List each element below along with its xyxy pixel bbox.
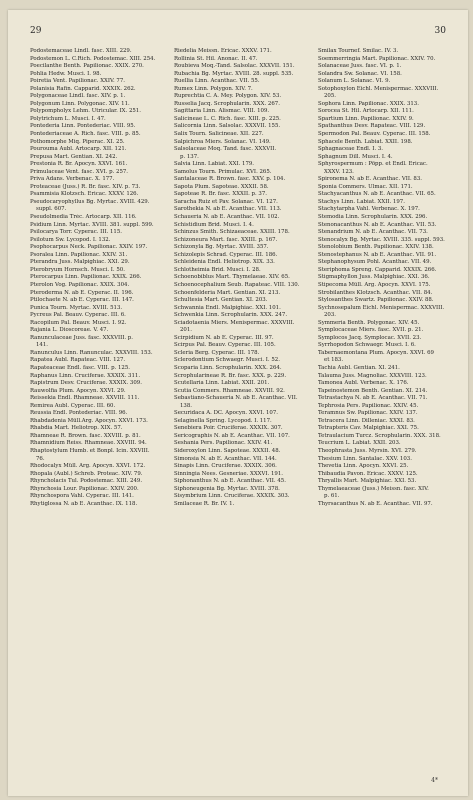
index-entry: Soemmerringia Mart. Papilionac. XXIV. 70.	[318, 55, 436, 62]
index-entry: Symplocaceae Miers. fasc. XVII. p. 21.	[318, 327, 424, 334]
index-columns	[30, 48, 456, 508]
index-entry: Tephrosia Pers. Papilionac. XXIV. 45.	[318, 402, 419, 409]
index-entry: Polygonaceae Lindl. fasc. XIV. p. 1.	[30, 93, 126, 100]
index-entry: Smilaceae R. Br. IV. 1.	[174, 500, 235, 507]
index-entry: Thyrsacanthus N. ab E. Acanthac. VII. 97.	[318, 500, 433, 507]
index-entry: Prepusa Mart. Gentian. XI. 242.	[30, 153, 118, 160]
index-entry: Psidium Linn. Myrtac. XVIII. 381. suppl. 599.	[30, 221, 154, 228]
index-entry: Rhyncholacis Tul. Podostemac. XIII. 249.	[30, 478, 143, 485]
index-entry: Solanaceae Juss. fasc. VI. p. 1.	[318, 63, 402, 70]
index-entry: Racopilum Pal. Beauv. Musci. I. 92.	[30, 319, 127, 326]
index-entry: Schoenocephalium Seub. Rapateac. VIII. 130.	[174, 281, 300, 288]
index-entry: Stachytarpha Vahl. Verbenac. X. 197.	[318, 206, 420, 213]
index-entry: Thryallis Mart. Malpighiac. XXI. 53.	[318, 478, 417, 485]
index-entry: et 183.	[324, 357, 344, 364]
index-entry: Scutia Commers. Rhamneae. XXVIII. 92.	[174, 387, 285, 394]
index-entry: Stenandrium N. ab E. Acanthac. VII. 73.	[318, 229, 428, 236]
index-entry: Teramnus Sw. Papilionac. XXIV. 137.	[318, 410, 418, 417]
index-entry: Rollinia St. Hil. Anonac. II. 47.	[174, 55, 258, 62]
index-entry: Sychnosepalum Eichl. Menispermac. XXXVIII.	[318, 304, 445, 311]
index-column-3	[318, 48, 456, 508]
index-entry: Stachys Linn. Labiat. XXII. 197.	[318, 198, 405, 205]
index-entry: Scutellaria Linn. Labiat. XXII. 201.	[174, 380, 270, 387]
index-entry: Psilotum Sw. Lycopod. I. 132.	[30, 236, 111, 243]
index-entry: Poiretia Vent. Papilionac. XXIV. 77.	[30, 78, 125, 85]
index-entry: 76.	[36, 455, 45, 462]
index-entry: Sideroxylon Linn. Sapoteae. XXXII. 48.	[174, 447, 281, 454]
index-entry: Sponia Commers. Ulmac. XII. 171.	[318, 183, 413, 190]
index-entry: Sebastiano-Schaueria N. ab E. Acanthac. VII.	[174, 395, 298, 402]
index-entry: Podostemon L. C.Rich. Podostemac. XIII. 254.	[30, 55, 156, 62]
index-entry: Salpichroa Miers. Solanac. VI. 149.	[174, 138, 271, 145]
index-entry: Tachia Aubl. Gentian. XI. 241.	[318, 364, 400, 371]
index-entry: Stephanophysum Pohl. Acanthac. VII. 49.	[318, 259, 432, 266]
index-entry: Russelia Jacq. Scrophularin. XXX. 267.	[174, 100, 280, 107]
index-entry: Priva Adans. Verbenac. X. 177.	[30, 176, 115, 183]
index-entry: 201.	[180, 327, 193, 334]
index-entry: Schleidenia Endl. Heliotrop. XIX. 33.	[174, 259, 275, 266]
index-entry: Stenolobium Benth. Papilionac. XXIV. 138.	[318, 244, 434, 251]
index-entry: Schaueria N. ab E. Acanthac. VII. 102.	[174, 214, 280, 221]
index-entry: Tabernaemontana Plum. Apocyn. XXVI. 69	[318, 349, 434, 356]
index-entry: Spathanthus Desv. Rapateac. VIII. 129.	[318, 123, 426, 130]
index-entry: Prestonia R. Br. Apocyn. XXVI. 161.	[30, 161, 128, 168]
index-entry: Salicineae L. C. Rich. fasc. XIII. p. 225.	[174, 115, 281, 122]
index-entry: Saracha Ruiz et Pav. Solanac. VI. 127.	[174, 198, 278, 205]
index-entry: Sarothekia N. ab E. Acanthac. VII. 113.	[174, 206, 282, 213]
index-entry: Reissekia Endl. Rhamneae. XXVIII. 111.	[30, 395, 140, 402]
index-entry: Tetrastachya N. ab E. Acanthac. VII. 71.	[318, 395, 428, 402]
index-entry: Schizolepis Schrad. Cyperac. III. 186.	[174, 251, 278, 258]
index-entry: Selaginella Spring. Lycopod. I. 117.	[174, 417, 272, 424]
index-entry: Schizoneura Mart. fasc. XXIII. p. 167.	[174, 236, 278, 243]
index-entry: Schistidium Brid. Musci. I. 4.	[174, 221, 254, 228]
index-entry: Riedelia Meissn. Ericac. XXXV. 171.	[174, 48, 272, 54]
index-entry: Rhamnidium Reiss. Rhamneae. XXVIII. 94.	[30, 440, 147, 447]
index-entry: Schlotheimia Brid. Musci. I. 28.	[174, 266, 261, 273]
index-entry: Pohlia Hedw. Musci. I. 98.	[30, 70, 102, 77]
index-entry: Sisymbrium Linn. Cruciferae. XXXIX. 303.	[174, 493, 290, 500]
index-entry: Rapistrum Desv. Cruciferae. XXXIX. 309.	[30, 380, 142, 387]
index-entry: 203.	[324, 312, 337, 319]
index-entry: Primulaceae Vent. fasc. XVI. p. 257.	[30, 168, 129, 175]
index-entry: Punica Tourn. Myrtac. XVIII. 513.	[30, 304, 123, 311]
index-entry: Rhynchospora Vahl. Cyperac. III. 141.	[30, 493, 134, 500]
index-entry: Rhaptostylum Humb. et Bonpl. Icin. XXVIII.	[30, 447, 150, 454]
index-entry: Rapateaceae Endl. fasc. VIII. p. 125.	[30, 364, 130, 371]
index-entry: Pontederiaceae A. Rich. fasc. VIII. p. 85.	[30, 131, 141, 138]
index-entry: Rhabdia Mart. Heliotrop. XIX. 57.	[30, 425, 123, 432]
index-entry: Ptilochaete N. ab E. Cyperac. III. 147.	[30, 297, 134, 304]
index-entry: Thesium Linn. Santalac. XXV. 103.	[318, 455, 412, 462]
index-entry: Santalaceae R. Brown. fasc. XXV. p. 104.	[174, 176, 286, 183]
index-entry: Rhytiglossa N. ab E. Acanthac. IX. 118.	[30, 500, 138, 507]
index-entry: Sapota Plum. Sapoteae. XXXII. 58.	[174, 183, 269, 190]
index-entry: Salvia Linn. Labiat. XXI. 179.	[174, 161, 255, 168]
index-entry: Remirea Aubl. Cyperac. III. 60.	[30, 402, 116, 409]
index-entry: Salix Tourn. Salicineae. XII. 227.	[174, 131, 264, 138]
right-page-number: 30	[434, 26, 446, 36]
index-entry: Schoenfelderia Mart. Gentian. XI. 213.	[174, 289, 281, 296]
index-entry: Scirpus Pal. Beauv. Cyperac. III. 105.	[174, 342, 276, 349]
index-entry: Tetracera Linn. Dilleniac. XXXI. 83.	[318, 417, 415, 424]
index-entry: Pterobryum Hornsch. Musci. I. 50.	[30, 266, 125, 273]
index-entry: Sotophoxylon Eichl. Menispermac. XXXVIII.	[318, 85, 439, 92]
index-entry: Schwannia Endl. Malpighiac. XXI. 101.	[174, 304, 281, 311]
index-column-2	[174, 48, 312, 508]
index-entry: Rhabdadenia Müll.Arg. Apocyn. XXVI. 173.	[30, 417, 148, 424]
index-entry: Polytrichum L. Musci. I. 47.	[30, 115, 106, 122]
index-entry: Rapatea Aubl. Rapateac. VIII. 127.	[30, 357, 126, 364]
index-entry: Spartium Linn. Papilionac. XXIV. 9.	[318, 115, 414, 122]
index-entry: Sericographis N. ab E. Acanthac. VII. 107.	[174, 432, 290, 439]
index-entry: Samolus Tourn. Primulac. XVI. 265.	[174, 168, 272, 175]
index-entry: Rumex Linn. Polygon. XIV. 7.	[174, 85, 253, 92]
index-entry: Stenostephanus N. ab E. Acanthac. VII. 91.	[318, 251, 437, 258]
index-entry: Salicornia Linn. Salsolac. XXXVII. 155.	[174, 123, 281, 130]
index-entry: Sphyrospermum : Pöpp. et Endl. Ericac.	[318, 161, 428, 168]
index-entry: Solandra Sw. Solanac. VI. 158.	[318, 70, 402, 77]
index-entry: Stigmaphyllon Juss. Malpighiac. XXI. 36.	[318, 274, 430, 281]
index-column-1	[30, 48, 168, 508]
index-entry: Polygonum Linn. Polygonac. XIV. 11.	[30, 100, 130, 107]
index-entry: Proteaceae (Juss.) R. Br. fasc. XIV. p. 73.	[30, 183, 141, 190]
index-entry: Roubieva Moq.-Tand. Salsolac. XXXVII. 151.	[174, 63, 295, 70]
index-entry: Thevetia Linn. Apocyn. XXVI. 25.	[318, 463, 409, 470]
index-entry: p. 137.	[180, 153, 199, 160]
index-entry: Pycreus Pal. Beauv. Cyperac. III. 6.	[30, 312, 126, 319]
index-entry: Sorocea St. Hil. Artocarp. XII. 111.	[318, 108, 414, 115]
index-entry: Rhynchosia Lour. Papilionac. XXIV. 200.	[30, 485, 139, 492]
index-entry: Strobilanthes Klotzsch. Acanthac. VII. 84.	[318, 289, 433, 296]
index-entry: Polypompholyx Lehm. Utricular. IX. 251.	[30, 108, 141, 115]
index-entry: Podostemaceae Lindl. fasc. XIII. 229.	[30, 48, 132, 54]
index-entry: Solanum L. Solanac. VI. 9.	[318, 78, 391, 85]
index-entry: Schizonyla Bg. Myrtac. XVIII. 357.	[174, 244, 269, 251]
index-entry: Sciadotaenia Miers. Menispermac. XXXVIII.	[174, 319, 295, 326]
index-entry: Talauma Juss. Magnoliac. XXXVIII. 123.	[318, 372, 427, 379]
index-entry: Senebiera Poir. Cruciferae. XXXIX. 307.	[174, 425, 283, 432]
index-entry: Poecilanthe Benth. Papilionac. XXIX. 270.	[30, 63, 144, 70]
index-entry: Tamonea Aubl. Verbenac. X. 176.	[318, 380, 409, 387]
index-entry: 141.	[36, 342, 49, 349]
index-entry: Stachyacanthus N. ab E. Acanthac. VII. 65.	[318, 191, 436, 198]
index-entry: Schoenobiblus Mart. Thymelaeae. XIV. 65.	[174, 274, 290, 281]
index-entry: p. 61.	[324, 493, 340, 500]
index-entry: Pterolon Vog. Papilionac. XXIX. 304.	[30, 281, 130, 288]
index-entry: Polanisia Rafin. Capparid. XXXIX. 262.	[30, 85, 136, 92]
index-entry: Scoparia Linn. Scrophularin. XXX. 264.	[174, 364, 282, 371]
index-entry: Theophrasta Juss. Myrsin. XVI. 279.	[318, 447, 417, 454]
index-entry: Pontederia Linn. Pontederiac. VIII. 95.	[30, 123, 136, 130]
index-entry: Sinapis Linn. Cruciferae. XXXIX. 306.	[174, 463, 277, 470]
index-entry: Sphagnaceae Endl. I. 3.	[318, 146, 384, 153]
index-entry: Ranunculus Linn. Ranunculac. XXXVIII. 153.	[30, 349, 153, 356]
index-entry: Teucrium L. Labiat. XXII. 203.	[318, 440, 401, 447]
index-entry: Rauwolfia Plum. Apocyn. XXVI. 29.	[30, 387, 126, 394]
index-entry: Stylosanthes Swartz. Papilionac. XXIV. 88.	[318, 297, 434, 304]
signature-mark: 4*	[431, 777, 438, 784]
index-entry: Pterandra Juss. Malpighiac. XXI. 29.	[30, 259, 130, 266]
index-entry: Salsolaceae Moq. Tand. fasc. XXXVII.	[174, 146, 277, 153]
index-entry: Pourouma Aubl. Artocarp. XII. 121.	[30, 146, 127, 153]
index-entry: Syrrhopodon Schwaegr. Musci. I. 6.	[318, 342, 416, 349]
index-entry: Pseudocaryophyllus Bg. Myrtac. XVIII. 429.	[30, 198, 150, 205]
index-entry: Symplocos Jacq. Symplocac. XVII. 23.	[318, 334, 422, 341]
index-entry: Stenonacanthus N. ab E. Acanthac. VII. 53.	[318, 221, 437, 228]
index-page	[8, 10, 468, 796]
index-entry: Schinzus Smith. Schizaeaceae. XXIII. 178.	[174, 229, 290, 236]
index-entry: Schultesia Mart. Gentian. XI. 203.	[174, 297, 268, 304]
index-entry: Simonsia N. ab E. Acanthac. VII. 144.	[174, 455, 277, 462]
index-entry: Scirpidium N. ab E. Cyperac. III. 97.	[174, 334, 274, 341]
index-entry: Psilocarya Torr. Cyperac. III. 115.	[30, 229, 122, 236]
left-page-number: 29	[30, 26, 42, 36]
index-entry: Rhopala (Aubl.) Schreb. Proteac. XIV. 79.	[30, 470, 143, 477]
index-entry: Ruellia Linn. Acanthac. VII. 55.	[174, 78, 260, 85]
index-entry: Steriphoma Spreng. Capparid. XXXIX. 266.	[318, 266, 437, 273]
index-entry: Pothomorphe Miq. Piperac. XI. 25.	[30, 138, 125, 145]
index-entry: Sophora Linn. Papilionac. XXIX. 313.	[318, 100, 419, 107]
index-entry: 205.	[324, 93, 337, 100]
index-entry: Pteroderma N. ab E. Cyperac. II. 196.	[30, 289, 134, 296]
index-entry: Pterocarpus Linn. Papilionac. XXIX. 266.	[30, 274, 142, 281]
index-entry: Ranunculaceae Juss. fasc. XXXVIII. p.	[30, 334, 133, 341]
index-entry: Raphanus Linn. Cruciferae. XXXIX. 311.	[30, 372, 141, 379]
index-entry: Tetraulacium Turcz. Scrophularin. XXX. 318.	[318, 432, 441, 439]
index-entry: Stemodia Linn. Scrophularin. XXX. 296.	[318, 214, 428, 221]
index-entry: Tetrapteris Cav. Malpighiac. XXI. 75.	[318, 425, 419, 432]
index-entry: Stenocalyx Bg. Myrtac. XVIII. 335. suppl. 593.	[318, 236, 445, 243]
index-entry: Thymelaeaceae (Juss.) Meissn. fasc. XIV.	[318, 485, 429, 492]
index-entry: Rajania L. Dioscoreae. V. 47.	[30, 327, 109, 334]
index-entry: Symmeria Benth. Polygonac. XIV. 45.	[318, 319, 420, 326]
index-entry: Spironema N. ab E. Acanthac. VII. 83.	[318, 176, 422, 183]
index-entry: Pseudolmedia Tréc. Artocarp. XII. 116.	[30, 214, 137, 221]
index-entry: Psoralea Linn. Papilionac. XXIV. 31.	[30, 251, 128, 258]
index-entry: Tapeinostemon Benth. Gentian. XI. 214.	[318, 387, 428, 394]
index-entry: Sinningia Nees. Gesneriae. XXXVI. 191.	[174, 470, 283, 477]
index-entry: Sapoteae R. Br. fasc. XXXII. p. 37.	[174, 191, 268, 198]
index-entry: Reussia Endl. Pontederiac. VIII. 96.	[30, 410, 128, 417]
index-entry: Rhodocalyx Müll. Arg. Apocyn. XXVI. 172.	[30, 463, 146, 470]
index-entry: Sclerodontium Schwaegr. Musci. I. 52.	[174, 357, 280, 364]
index-entry: Smilax Tournef. Smilac. IV. 3.	[318, 48, 399, 54]
index-entry: Scrophularineae R. Br. fasc. XXX. p. 229.	[174, 372, 287, 379]
index-entry: Ruprechtia C. A. Mey. Polygon. XIV. 53.	[174, 93, 282, 100]
index-entry: Thibaudia Pavon. Ericac. XXXV. 125.	[318, 470, 418, 477]
index-entry: Siphoneugenia Bg. Myrtac. XVIII. 378.	[174, 485, 280, 492]
index-entry: Psophocarpus Neck. Papilionac. XXIV. 197.	[30, 244, 148, 251]
index-entry: Sphagnum Dill. Musci. I. 4.	[318, 153, 393, 160]
index-entry: suppl. 607.	[36, 206, 67, 213]
index-entry: Securidaca A. DC. Apocyn. XXVI. 107.	[174, 410, 278, 417]
index-entry: Rubachia Bg. Myrtac. XVIII. 28. suppl. 535.	[174, 70, 294, 77]
index-entry: Scleria Berg. Cyperac. III. 178.	[174, 349, 260, 356]
index-entry: XXXV. 123.	[324, 168, 354, 175]
index-entry: 138.	[180, 402, 193, 409]
index-entry: Spermodon Pal. Beauv. Cyperac. III. 158.	[318, 131, 431, 138]
index-entry: Sagittaria Linn. Alismac. VIII. 109.	[174, 108, 270, 115]
index-entry: Siphonanthus N. ab E. Acanthac. VII. 45.	[174, 478, 286, 485]
index-entry: Sphacele Benth. Labiat. XXII. 198.	[318, 138, 413, 145]
index-entry: Seshania Pers. Papilionac. XXIV. 41.	[174, 440, 273, 447]
index-entry: Psammisia Klotzsch. Ericac. XXXV. 126.	[30, 191, 139, 198]
index-entry: Schwenkia Linn. Scrophularin. XXX. 247.	[174, 312, 288, 319]
index-entry: Rhamneae R. Brown. fasc. XXVIII. p. 81.	[30, 432, 141, 439]
index-entry: Stipecoma Müll. Arg. Apocyn. XXVI. 175.	[318, 281, 431, 288]
